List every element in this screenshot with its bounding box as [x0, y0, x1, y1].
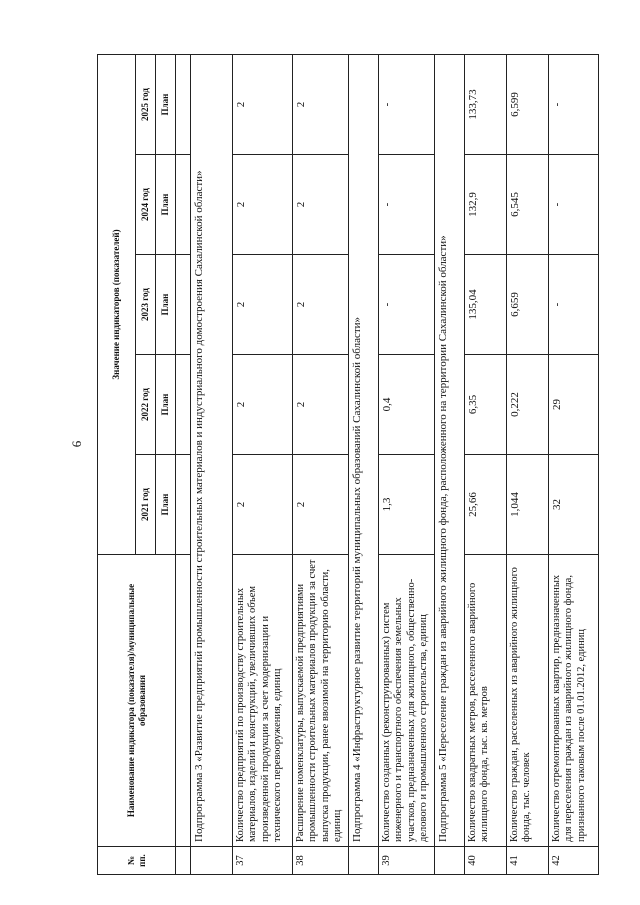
- value-cell: -: [549, 255, 599, 355]
- value-cell: 1,3: [379, 455, 435, 555]
- value-cell: 2: [233, 455, 293, 555]
- value-cell: -: [549, 55, 599, 155]
- value-cell: 133,73: [465, 55, 507, 155]
- indicator-name: Расширение номенклатуры, выпускаемой предприятиями промышленности строительных материалов продукции за счет выпуска продукции, ранее ввозимой на территорию области, единиц: [293, 555, 349, 847]
- header-year: 2024 год: [136, 155, 156, 255]
- indicator-name: Количество предприятий по производству строительных материалов, изделий и конструкций, увеличивших объем произведенной продукции за счет модернизации и технического перевооружения, единиц: [233, 555, 293, 847]
- table-row: [465, 55, 507, 875]
- value-cell: 1,044: [507, 455, 549, 555]
- row-number: 40: [465, 847, 507, 875]
- row-number: 39: [379, 847, 435, 875]
- indicator-name: Количество созданных (реконструированных) систем инженерного и транспортного обеспечения земельных участков, предназначенных для жилищного, общественно-делового и промышленного строительства, единиц: [379, 555, 435, 847]
- indicator-name: Количество квадратных метров, расселенного аварийного жилищного фонда, тыс. кв. метров: [465, 555, 507, 847]
- value-cell: 6,599: [507, 55, 549, 155]
- value-cell: 6,35: [465, 355, 507, 455]
- value-cell: 2: [293, 455, 349, 555]
- row-number: 38: [293, 847, 349, 875]
- subprogram-title: Подпрограмма 5 «Переселение граждан из аварийного жилищного фонда, расположенного на территории Сахалинской области»: [435, 55, 465, 847]
- header-plan: План: [156, 55, 176, 155]
- value-cell: 6,659: [507, 255, 549, 355]
- value-cell: 2: [293, 255, 349, 355]
- value-cell: 135,04: [465, 255, 507, 355]
- row-number: 41: [507, 847, 549, 875]
- value-cell: 25,66: [465, 455, 507, 555]
- table-row: [379, 55, 435, 875]
- value-cell: 6,545: [507, 155, 549, 255]
- row-number: 37: [233, 847, 293, 875]
- value-cell: 0,222: [507, 355, 549, 455]
- header-plan: План: [156, 255, 176, 355]
- rotated-table-container: [97, 55, 617, 875]
- subprogram-title: Подпрограмма 3 «Развитие предприятий промышленности строительных материалов и индустриального домостроения Сахалинской области»: [191, 55, 233, 847]
- header-year: 2025 год: [136, 55, 156, 155]
- value-cell: 2: [233, 355, 293, 455]
- header-num: № пп.: [98, 847, 176, 875]
- value-cell: 2: [293, 355, 349, 455]
- header-values: Значение индикаторов (показателей): [98, 55, 136, 555]
- indicators-table: [97, 54, 599, 875]
- header-name: Наименование индикатора (показателя)/муниципальные образования: [98, 555, 176, 847]
- header-plan: План: [156, 155, 176, 255]
- table-row: [233, 55, 293, 875]
- value-cell: 2: [293, 55, 349, 155]
- header-plan: План: [156, 355, 176, 455]
- value-cell: -: [379, 55, 435, 155]
- header-plan: План: [156, 455, 176, 555]
- subprogram-title: Подпрограмма 4 «Инфраструктурное развитие территорий муниципальных образований Сахалинской области»: [349, 55, 379, 847]
- header-year: 2022 год: [136, 355, 156, 455]
- value-cell: 2: [233, 55, 293, 155]
- value-cell: 32: [549, 455, 599, 555]
- header-year: 2021 год: [136, 455, 156, 555]
- header-year: 2023 год: [136, 255, 156, 355]
- row-number: 42: [549, 847, 599, 875]
- value-cell: -: [379, 155, 435, 255]
- value-cell: 2: [233, 155, 293, 255]
- value-cell: -: [549, 155, 599, 255]
- table-row: [549, 55, 599, 875]
- page-number: 6: [69, 440, 84, 448]
- value-cell: 0,4: [379, 355, 435, 455]
- table-row: [293, 55, 349, 875]
- value-cell: 29: [549, 355, 599, 455]
- indicator-name: Количество отремонтированных квартир, предназначенных для переселения граждан из аварийного жилищного фонда, признанного таковым после 01.01.2012, единиц: [549, 555, 599, 847]
- value-cell: 132,9: [465, 155, 507, 255]
- indicator-name: Количество граждан, расселенных из аварийного жилищного фонда, тыс. человек: [507, 555, 549, 847]
- table-row: [507, 55, 549, 875]
- value-cell: 2: [293, 155, 349, 255]
- value-cell: 2: [233, 255, 293, 355]
- value-cell: -: [379, 255, 435, 355]
